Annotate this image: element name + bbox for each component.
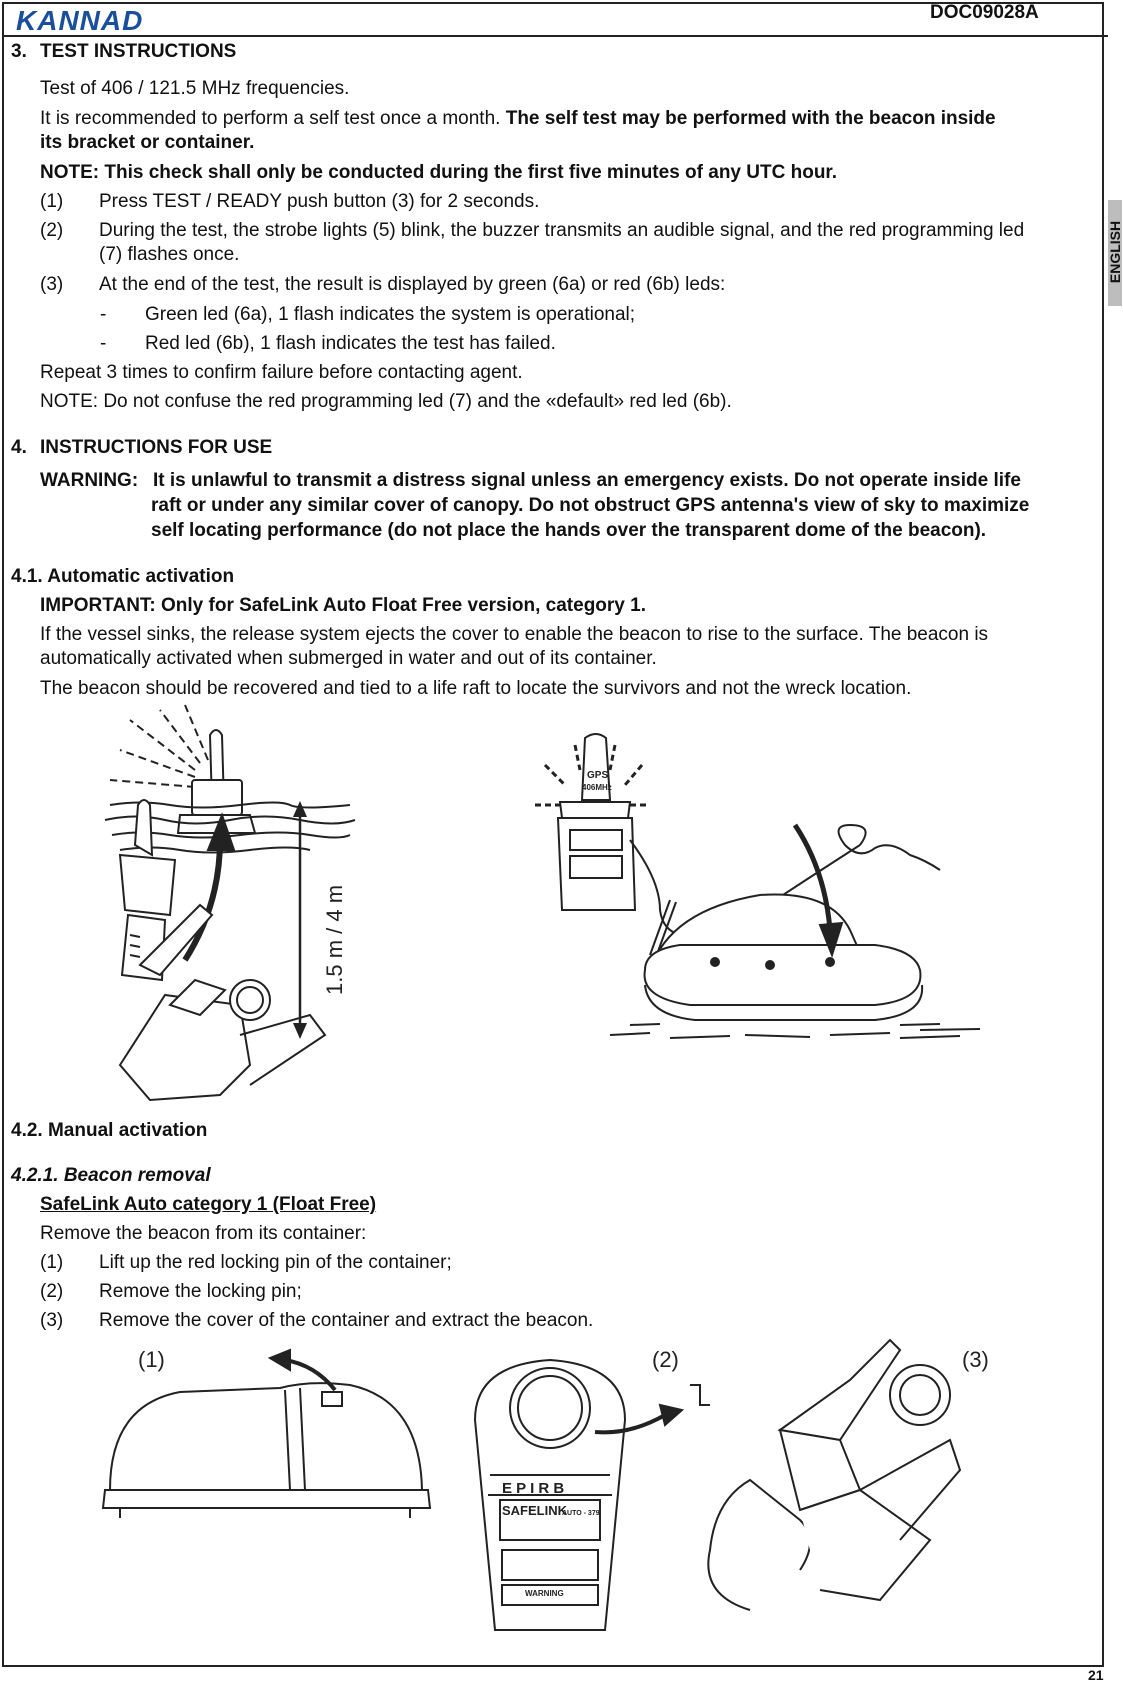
section4-number: 4. bbox=[11, 437, 27, 458]
language-tab-label: ENGLISH bbox=[1107, 220, 1123, 284]
section3-p2-a: It is recommended to perform a self test once a month. bbox=[40, 108, 506, 129]
removal-step1-num: (1) bbox=[40, 1252, 64, 1273]
section3-step2-line1: During the test, the strobe lights (5) blink, the buzzer transmits an audible signal, and the red programming led bbox=[99, 220, 1025, 241]
section3-step2-line2: (7) flashes once. bbox=[99, 244, 240, 265]
beacon-freq-label: 406MHz bbox=[582, 783, 612, 792]
section421-subtitle: SafeLink Auto category 1 (Float Free) bbox=[40, 1194, 377, 1215]
section3-title: TEST INSTRUCTIONS bbox=[40, 41, 237, 62]
page-number: 21 bbox=[1088, 1667, 1104, 1683]
section3-note1: NOTE: This check shall only be conducted during the first five minutes of any UTC hour. bbox=[40, 162, 838, 183]
raft-illustration bbox=[530, 730, 1000, 1060]
fig-epirb-label: E P I R B bbox=[502, 1480, 565, 1497]
warning-line1: It is unlawful to transmit a distress signal unless an emergency exists. Do not operate inside life bbox=[153, 470, 1021, 491]
warning-label: WARNING: bbox=[40, 470, 139, 491]
kannad-logo bbox=[14, 4, 164, 34]
section3-number: 3. bbox=[11, 41, 27, 62]
doc-code: DOC09028A bbox=[930, 2, 1039, 23]
bullet-text-2: Red led (6b), 1 flash indicates the test has failed. bbox=[145, 333, 556, 354]
warning-line3: self locating performance (do not place the hands over the transparent dome of the beacon). bbox=[151, 520, 987, 541]
section3-p2-b1: The self test may be performed with the beacon inside bbox=[505, 108, 996, 129]
warning-line2: raft or under any similar cover of canopy. Do not obstruct GPS antenna's view of sky to maximize bbox=[151, 495, 1030, 516]
beacon-gps-label: GPS bbox=[587, 770, 609, 781]
fig-safelink-label: SAFELINK bbox=[502, 1503, 567, 1518]
kannad-logo-text: KANNAD bbox=[16, 5, 144, 36]
fig-step3-label: (3) bbox=[962, 1347, 989, 1372]
section3-step1-text: Press TEST / READY push button (3) for 2 seconds. bbox=[99, 191, 540, 212]
section3-step1-num: (1) bbox=[40, 191, 64, 212]
removal-step1-text: Lift up the red locking pin of the container; bbox=[99, 1252, 452, 1273]
fig-step1-label: (1) bbox=[138, 1347, 165, 1372]
removal-step3-text: Remove the cover of the container and extract the beacon. bbox=[99, 1310, 594, 1331]
section421-intro: Remove the beacon from its container: bbox=[40, 1223, 367, 1244]
section3-p2-b2: its bracket or container. bbox=[40, 132, 255, 153]
section4-title: INSTRUCTIONS FOR USE bbox=[40, 437, 273, 458]
fig-warning-label: WARNING bbox=[525, 1589, 564, 1598]
section3-step3-text: At the end of the test, the result is displayed by green (6a) or red (6b) leds: bbox=[99, 274, 726, 295]
float-free-illustration bbox=[100, 705, 370, 1105]
section41-p2: The beacon should be recovered and tied to a life raft to locate the survivors and not the wreck location. bbox=[40, 678, 912, 699]
removal-step3-num: (3) bbox=[40, 1310, 64, 1331]
language-tab bbox=[1108, 200, 1122, 306]
section3-step2-num: (2) bbox=[40, 220, 64, 241]
fig-model-label: AUTO - 379 bbox=[562, 1510, 600, 1517]
removal-step2-text: Remove the locking pin; bbox=[99, 1281, 302, 1302]
fig-step2-label: (2) bbox=[652, 1347, 679, 1372]
bullet-text-1: Green led (6a), 1 flash indicates the system is operational; bbox=[145, 304, 636, 325]
section41-p1-line2: automatically activated when submerged in water and out of its container. bbox=[40, 648, 657, 669]
depth-label: 1.5 m / 4 m bbox=[322, 884, 347, 995]
section42-title: 4.2. Manual activation bbox=[11, 1120, 208, 1141]
bullet-dash-2: - bbox=[100, 333, 107, 354]
section3-note2: NOTE: Do not confuse the red programming led (7) and the «default» red led (6b). bbox=[40, 391, 732, 412]
section3-repeat: Repeat 3 times to confirm failure before contacting agent. bbox=[40, 362, 523, 383]
section3-p2 bbox=[40, 107, 996, 131]
section41-p1-line1: If the vessel sinks, the release system ejects the cover to enable the beacon to rise to the surface. The beacon is bbox=[40, 624, 989, 645]
bullet-dash-1: - bbox=[100, 304, 107, 325]
beacon-removal-illustration bbox=[100, 1340, 1020, 1640]
removal-step2-num: (2) bbox=[40, 1281, 64, 1302]
header-divider bbox=[2, 35, 1108, 37]
section41-title: 4.1. Automatic activation bbox=[11, 566, 235, 587]
section41-important: IMPORTANT: Only for SafeLink Auto Float Free version, category 1. bbox=[40, 595, 646, 616]
section3-p1: Test of 406 / 121.5 MHz frequencies. bbox=[40, 78, 350, 99]
section3-step3-num: (3) bbox=[40, 274, 64, 295]
section421-title: 4.2.1. Beacon removal bbox=[11, 1165, 211, 1186]
